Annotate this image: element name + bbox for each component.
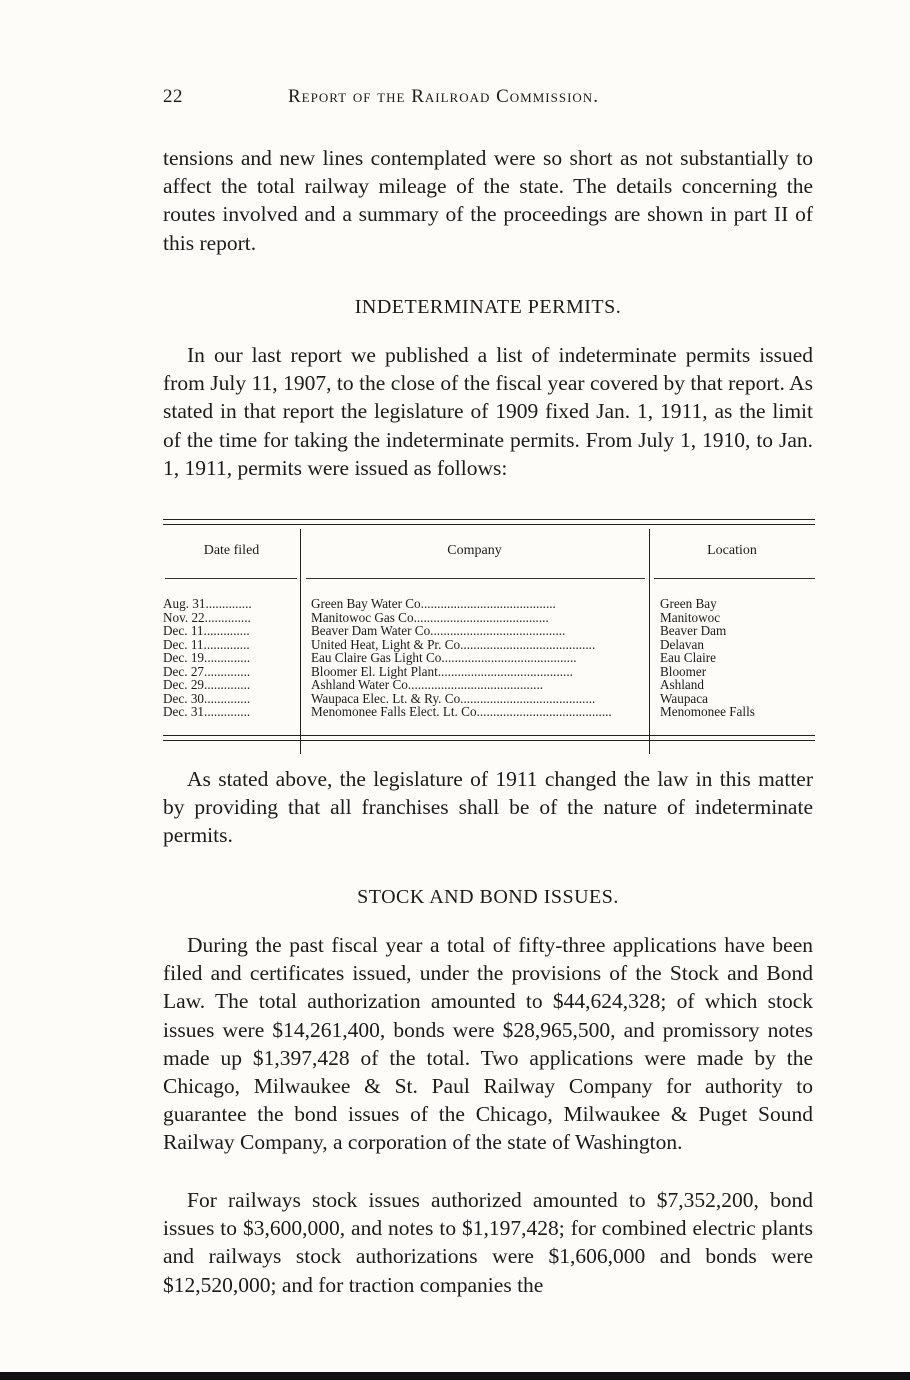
header-underline xyxy=(306,578,645,579)
intro-paragraph: tensions and new lines contemplated were so short as not substantially to affect the total railway mileage of the state. The details concerning the routes involved and a summary of the proceedings are shown in part II of this report. xyxy=(163,146,813,255)
table-top-rule-2 xyxy=(163,524,815,525)
table-row xyxy=(163,678,815,692)
table-header-company: Company xyxy=(447,543,502,558)
cell-date: Dec. 30.............. xyxy=(163,691,251,706)
cell-company: United Heat, Light & Pr. Co......................................... xyxy=(311,637,596,652)
cell-company: Waupaca Elec. Lt. & Ry. Co......................................... xyxy=(311,691,596,706)
stock-bond-paragraph-1: During the past fiscal year a total of fifty-three applications have been filed and certificates issued, under the provisions of the Stock and Bond Law. The total authorization amounted to $44,624,328; of which stock issues were $14,261,400, bonds were $28,965,500, and promissory notes made up $1,397,428 of the total. Two applications were made by the Chicago, Milwaukee & St. Paul Railway Company for authority to guarantee the bond issues of the Chicago, Milwaukee & Puget Sound Railway Company, a corporation of the state of Washington. xyxy=(163,933,813,1155)
cell-location: Waupaca xyxy=(660,691,708,706)
header-underline xyxy=(165,578,297,579)
cell-date: Dec. 27.............. xyxy=(163,664,251,679)
page-number: 22 xyxy=(163,86,183,107)
cell-date: Aug. 31.............. xyxy=(163,597,252,611)
cell-company: Menomonee Falls Elect. Lt. Co......................................... xyxy=(311,705,612,719)
cell-location: Beaver Dam xyxy=(660,624,727,638)
table-row xyxy=(163,651,815,665)
cell-company: Eau Claire Gas Light Co......................................... xyxy=(311,651,577,665)
cell-company: Beaver Dam Water Co......................................... xyxy=(311,624,566,638)
cell-location: Manitowoc xyxy=(660,610,721,625)
stock-bond-paragraph-2: For railways stock issues authorized amounted to $7,352,200, bond issues to $3,600,000, and notes to $1,197,428; for combined electric plants and railways stock authorizations were $1,606,000 and bonds were $12,520,000; and for traction companies the xyxy=(163,1188,813,1297)
cell-date: Dec. 11.............. xyxy=(163,624,250,638)
table-row xyxy=(163,692,815,706)
page-header xyxy=(163,86,813,116)
table-bottom-rule-2 xyxy=(163,740,815,741)
cell-location: Delavan xyxy=(660,637,704,652)
table-row xyxy=(163,611,815,625)
table-row xyxy=(163,638,815,652)
section-heading-stock-and-bond-issues: STOCK AND BOND ISSUES. xyxy=(357,886,619,908)
cell-date: Dec. 19.............. xyxy=(163,651,251,665)
cell-company: Green Bay Water Co......................................... xyxy=(311,597,556,611)
table-row xyxy=(163,597,815,611)
header-underline xyxy=(654,578,815,579)
cell-date: Dec. 29.............. xyxy=(163,678,251,692)
cell-date: Dec. 31.............. xyxy=(163,705,251,719)
section-heading-indeterminate-permits: INDETERMINATE PERMITS. xyxy=(354,296,622,318)
cell-company: Ashland Water Co......................................... xyxy=(311,678,544,692)
table-header-date: Date filed xyxy=(203,543,260,558)
table-bottom-rule xyxy=(163,735,815,736)
after-table-paragraph: As stated above, the legislature of 1911 changed the law in this matter by providing that all franchises shall be of the nature of indeterminate permits. xyxy=(163,767,813,848)
table-row xyxy=(163,665,815,679)
scan-edge-bar xyxy=(0,1372,910,1380)
cell-location: Eau Claire xyxy=(660,651,717,665)
cell-location: Bloomer xyxy=(660,664,707,679)
permits-table xyxy=(163,519,815,743)
table-row xyxy=(163,705,815,719)
table-header-location: Location xyxy=(707,543,757,558)
cell-date: Dec. 11.............. xyxy=(163,637,250,652)
cell-company: Bloomer El. Light Plant......................................... xyxy=(311,664,573,679)
cell-date: Nov. 22.............. xyxy=(163,610,251,625)
running-title: Report of the Railroad Commission. xyxy=(288,86,599,107)
cell-location: Green Bay xyxy=(660,597,717,611)
cell-location: Menomonee Falls xyxy=(660,705,755,719)
table-row xyxy=(163,624,815,638)
indeterminate-permits-paragraph: In our last report we published a list of indeterminate permits issued from July 11, 1907, to the close of the fiscal year covered by that report. As stated in that report the legislature of 1909 fixed Jan. 1, 1911, as the limit of the time for taking the indeterminate permits. From July 1, 1910, to Jan. 1, 1911, permits were issued as follows: xyxy=(163,343,813,480)
cell-company: Manitowoc Gas Co......................................... xyxy=(311,610,549,625)
table-top-rule xyxy=(163,519,815,520)
cell-location: Ashland xyxy=(660,678,704,692)
